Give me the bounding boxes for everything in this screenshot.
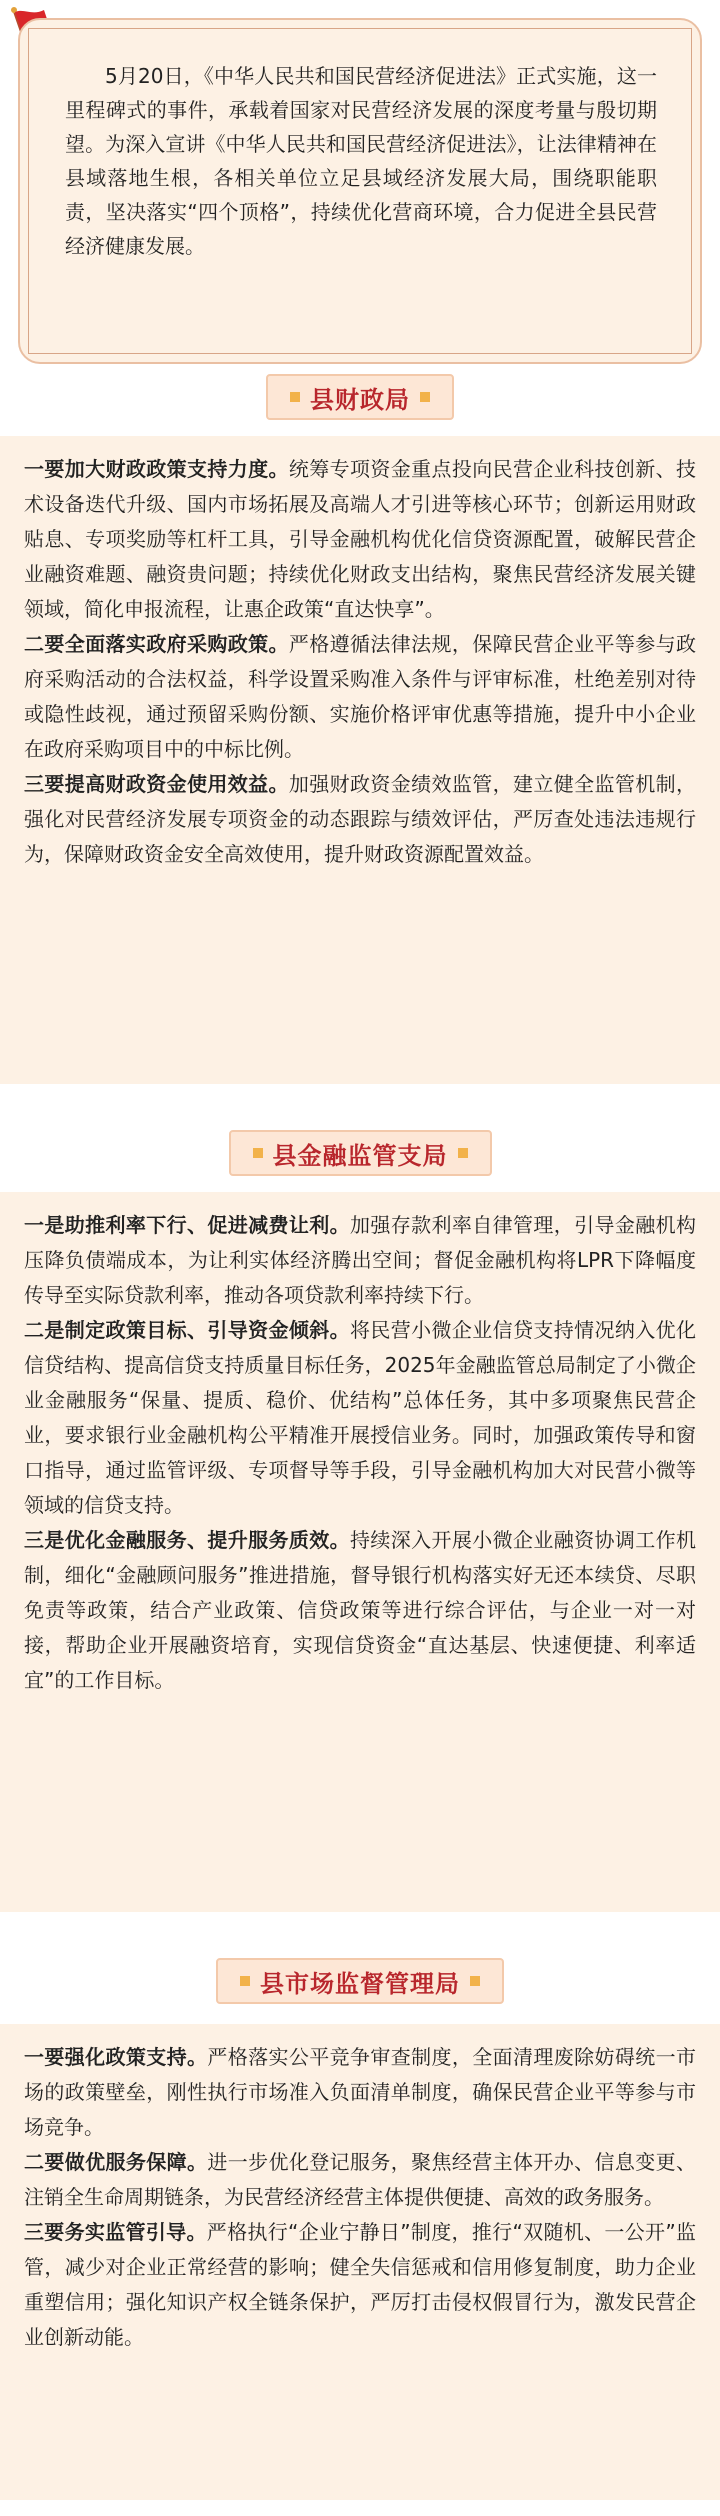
paragraph-lead: 三要提高财政资金使用效益。 (24, 772, 289, 796)
paragraph-body: 将民营小微企业信贷支持情况纳入优化信贷结构、提高信贷支持质量目标任务，2025年金融监管总局制定了小微企业金融服务“保量、提质、稳价、优结构”总体任务，其中多项聚焦民营企业，要求银行业金融机构公平精准开展授信业务。同时，加强政策传导和窗口指导，通过监管评级、专项督导等手段，引导金融机构加大对民营小微等领域的信贷支持。 (24, 1318, 696, 1517)
paragraph (24, 2215, 696, 2355)
paragraph-lead: 二要全面落实政府采购政策。 (24, 632, 289, 656)
paragraph-lead: 一要加大财政政策支持力度。 (24, 457, 289, 481)
paragraph-body: 进一步优化登记服务，聚焦经营主体开办、信息变更、注销全生命周期链条，为民营经济经营主体提供便捷、高效的政务服务。 (24, 2150, 696, 2209)
section-financial-regulation (0, 1192, 720, 1912)
paragraph-lead: 三要务实监管引导。 (24, 2220, 207, 2244)
section-title-financial-regulation (0, 1128, 720, 1178)
paragraph (24, 767, 696, 872)
paragraph-body: 统筹专项资金重点投向民营企业科技创新、技术设备迭代升级、国内市场拓展及高端人才引进等核心环节；创新运用财政贴息、专项奖励等杠杆工具，引导金融机构优化信贷资源配置，破解民营企业融资难题、融资贵问题；持续优化财政支出结构，聚焦民营经济发展关键领域，简化申报流程，让惠企政策“直达快享”。 (24, 457, 696, 621)
title-dot-icon (470, 1976, 480, 1986)
section-title-finance (0, 372, 720, 422)
section-title-badge (216, 1958, 504, 2004)
section-finance (0, 436, 720, 1084)
paragraph-body: 加强存款利率自律管理，引导金融机构压降负债端成本，为让利实体经济腾出空间；督促金融机构将LPR下降幅度传导至实际贷款利率，推动各项贷款利率持续下行。 (24, 1213, 696, 1307)
section-title-text: 县财政局 (310, 385, 410, 414)
section-market-supervision (0, 2024, 720, 2500)
paragraph (24, 627, 696, 767)
section-title-text: 县金融监管支局 (272, 1141, 448, 1170)
title-dot-icon (420, 392, 430, 402)
intro-box (18, 18, 702, 364)
intro-text: 5月20日，《中华人民共和国民营经济促进法》正式实施，这一里程碑式的事件，承载着国家对民营经济发展的深度考量与殷切期望。为深入宣讲《中华人民共和国民营经济促进法》，让法律精神在县域落地生根，各相关单位立足县域经济发展大局，围绕职能职责，坚决落实“四个顶格”，持续优化营商环境，合力促进全县民营经济健康发展。 (28, 28, 692, 354)
paragraph (24, 2040, 696, 2145)
paragraph (24, 1523, 696, 1698)
title-dot-icon (253, 1148, 263, 1158)
section-title-badge (229, 1130, 492, 1176)
paragraph-lead: 一要强化政策支持。 (24, 2045, 208, 2069)
paragraph-body: 持续深入开展小微企业融资协调工作机制，细化“金融顾问服务”推进措施，督导银行机构落实好无还本续贷、尽职免责等政策，结合产业政策、信贷政策等进行综合评估，与企业一对一对接，帮助企业开展融资培育，实现信贷资金“直达基层、快速便捷、利率适宜”的工作目标。 (24, 1528, 696, 1692)
paragraph-lead: 一是助推利率下行、促进减费让利。 (24, 1213, 350, 1237)
paragraph-body: 严格落实公平竞争审查制度，全面清理废除妨碍统一市场的政策壁垒，刚性执行市场准入负面清单制度，确保民营企业平等参与市场竞争。 (24, 2045, 696, 2139)
title-dot-icon (290, 392, 300, 402)
paragraph-body: 严格遵循法律法规，保障民营企业平等参与政府采购活动的合法权益，科学设置采购准入条件与评审标准，杜绝差别对待或隐性歧视，通过预留采购份额、实施价格评审优惠等措施，提升中小企业在政府采购项目中的中标比例。 (24, 632, 696, 761)
paragraph-lead: 二是制定政策目标、引导资金倾斜。 (24, 1318, 350, 1342)
paragraph-lead: 二要做优服务保障。 (24, 2150, 208, 2174)
section-title-market-supervision (0, 1956, 720, 2006)
paragraph (24, 1313, 696, 1523)
section-title-badge (266, 374, 454, 420)
paragraph-lead: 三是优化金融服务、提升服务质效。 (24, 1528, 350, 1552)
title-dot-icon (240, 1976, 250, 1986)
paragraph (24, 1208, 696, 1313)
paragraph-body: 加强财政资金绩效监管，建立健全监管机制，强化对民营经济发展专项资金的动态跟踪与绩效评估，严厉查处违法违规行为，保障财政资金安全高效使用，提升财政资源配置效益。 (24, 772, 696, 866)
paragraph (24, 452, 696, 627)
title-dot-icon (458, 1148, 468, 1158)
paragraph (24, 2145, 696, 2215)
section-title-text: 县市场监督管理局 (260, 1969, 460, 1998)
paragraph-body: 严格执行“企业宁静日”制度，推行“双随机、一公开”监管，减少对企业正常经营的影响；健全失信惩戒和信用修复制度，助力企业重塑信用；强化知识产权全链条保护，严厉打击侵权假冒行为，激发民营企业创新动能。 (24, 2220, 696, 2349)
